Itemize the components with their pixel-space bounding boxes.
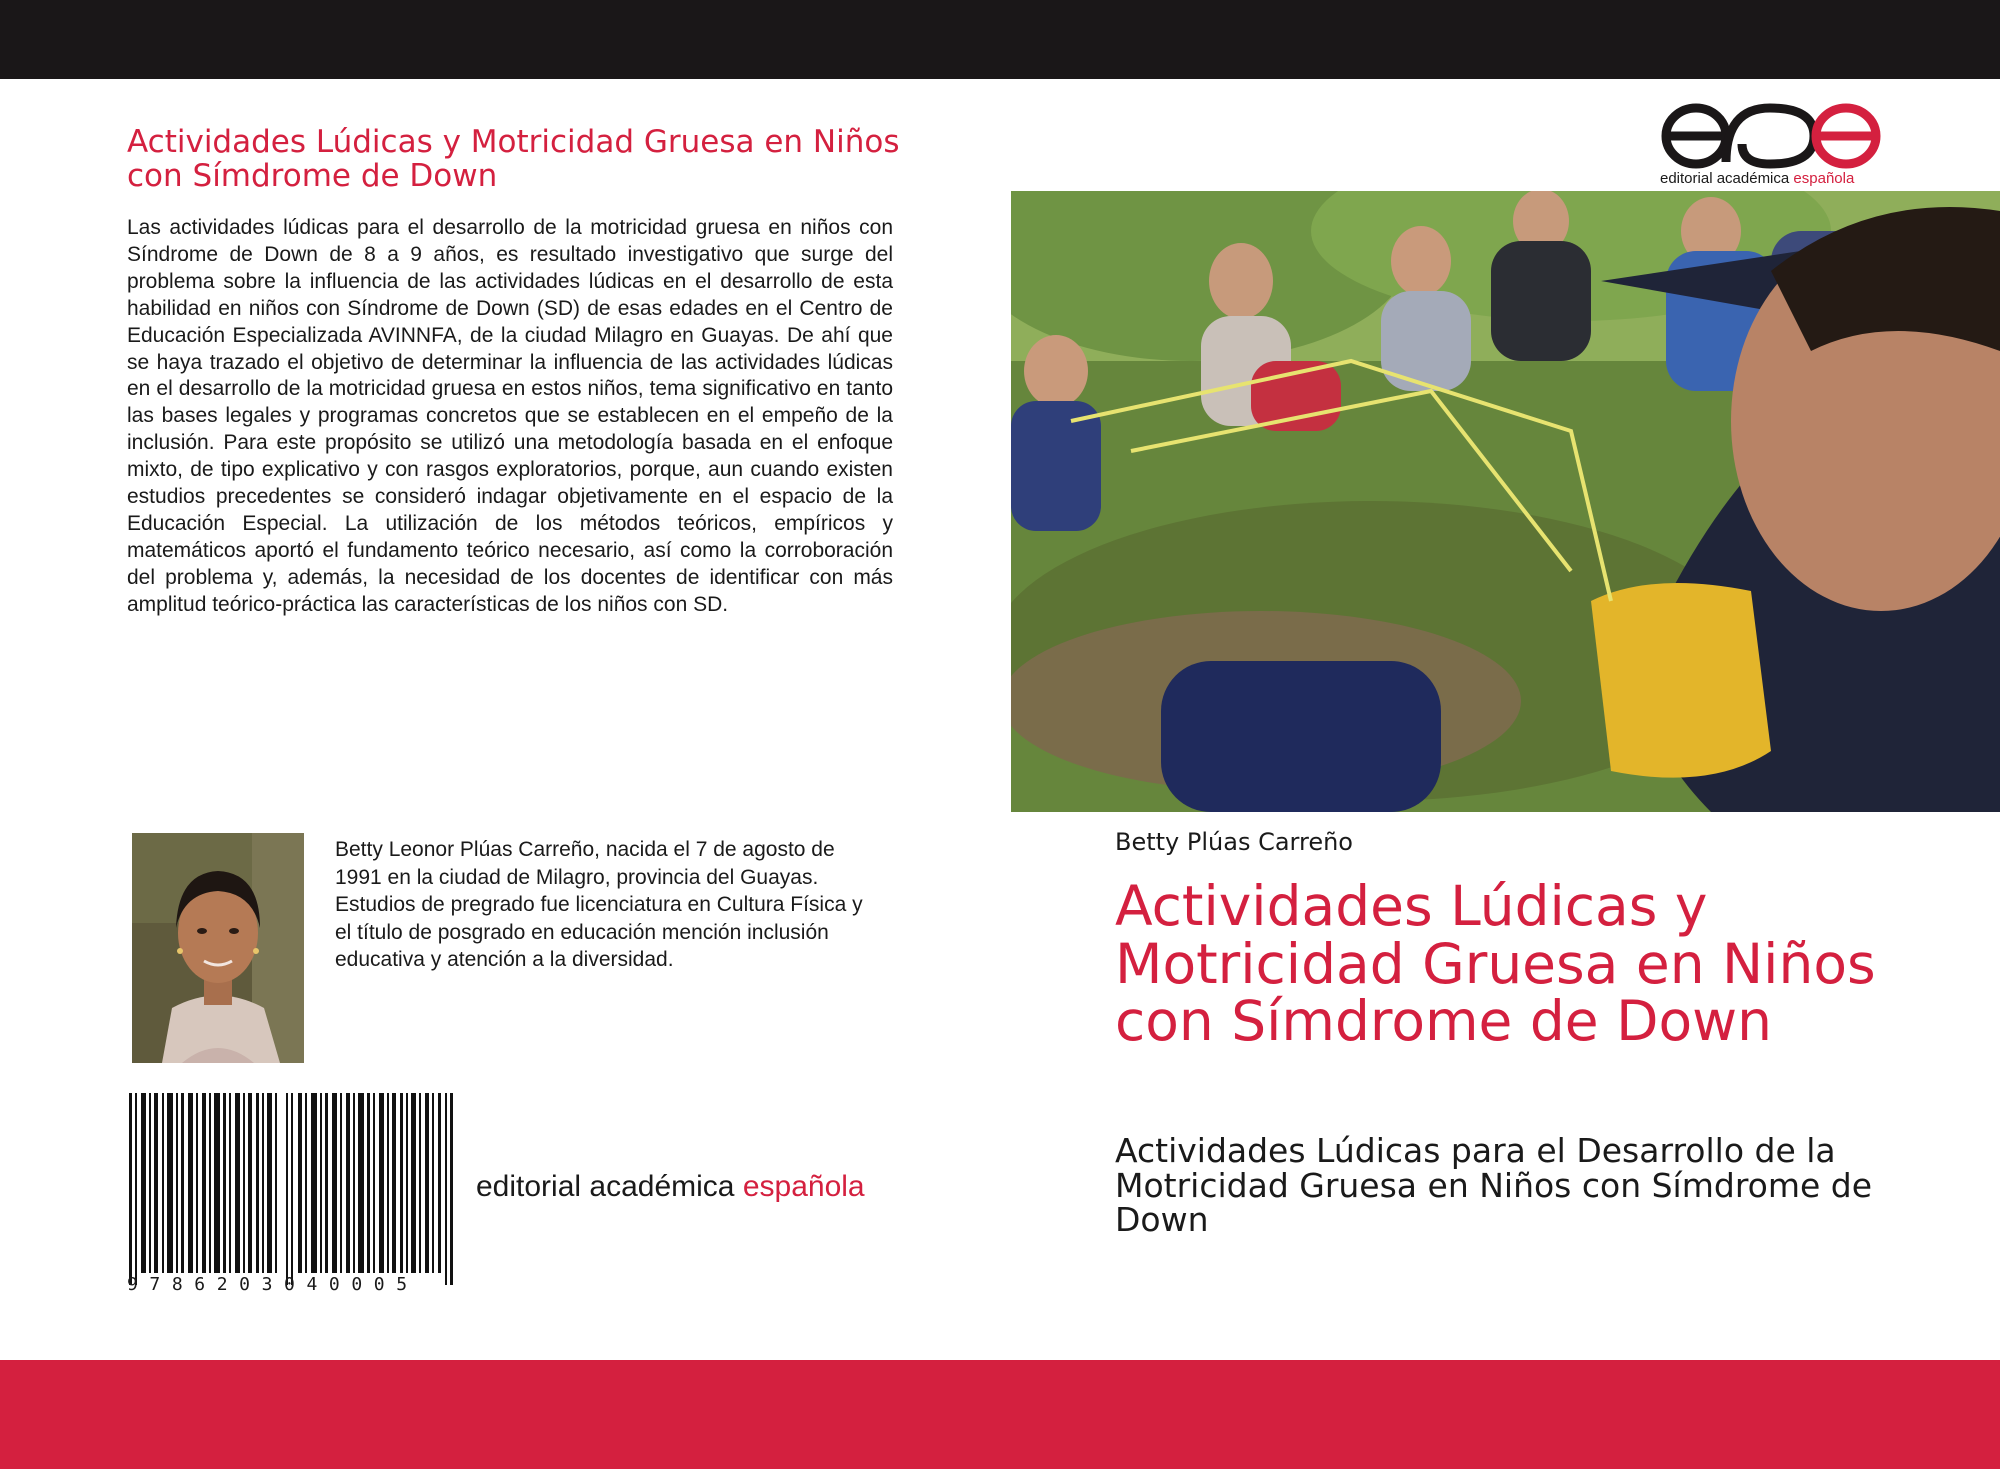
publisher-name-part1: editorial académica xyxy=(476,1170,735,1203)
author-bio: Betty Leonor Plúas Carreño, nacida el 7 de agosto de 1991 en la ciudad de Milagro, provincia del Guayas. Estudios de pregrado fue licenciatura en Cultura Física y el título de posgrado en educación mención inclusión educativa y atención a la diversidad. xyxy=(335,838,863,971)
back-cover-title: Actividades Lúdicas y Motricidad Gruesa en Niños con Símdrome de Down xyxy=(127,124,900,194)
top-band xyxy=(0,0,2000,79)
front-author: Betty Plúas Carreño xyxy=(1115,828,1353,856)
logo-caption-part2: española xyxy=(1793,170,1855,187)
publisher-name-part2: española xyxy=(742,1170,865,1203)
front-subtitle: Actividades Lúdicas para el Desarrollo de la Motricidad Gruesa en Niños con Símdrome de Down xyxy=(1115,1131,1873,1239)
publisher-name xyxy=(476,1170,865,1204)
cover-photo xyxy=(1011,191,2000,812)
logo-caption-part1: editorial académica xyxy=(1660,170,1790,187)
author-photo xyxy=(132,833,304,1063)
bottom-band xyxy=(0,1360,2000,1469)
logo-caption xyxy=(1660,170,1890,187)
back-cover-description: Las actividades lúdicas para el desarrollo de la motricidad gruesa en niños con Síndrome de Down de 8 a 9 años, es resultado investigativo que surge del problema sobre la influencia de las actividades lúdicas en el desarrollo de esta habilidad en niños con Síndrome de Down (SD) de esas edades en el Centro de Educación Especializada AVINNFA, de la ciudad Milagro en Guayas. De ahí que se haya trazado el objetivo de determinar la influencia de las actividades lúdicas en el desarrollo de la motricidad gruesa en estos niños, tema significativo en tanto las bases legales y programas concretos que se establecen en el empeño de la inclusión. Para este propósito se utilizó una metodología basada en el enfoque mixto, de tipo explicativo y con rasgos exploratorios, porque, aun cuando existen estudios precedentes se consideró indagar objetivamente en el espacio de la Educación Especial. La utilización de los métodos teóricos, empíricos y matemáticos aportó el fundamento teórico necesario, así como la corroboración del problema y, además, la necesidad de los docentes de identificar con más amplitud teórico-práctica las características de los niños con SD. xyxy=(127,216,893,616)
isbn-digits: 9786203040005 xyxy=(127,1274,419,1295)
barcode xyxy=(127,1093,461,1293)
front-title: Actividades Lúdicas y Motricidad Gruesa en Niños con Símdrome de Down xyxy=(1115,874,1876,1053)
